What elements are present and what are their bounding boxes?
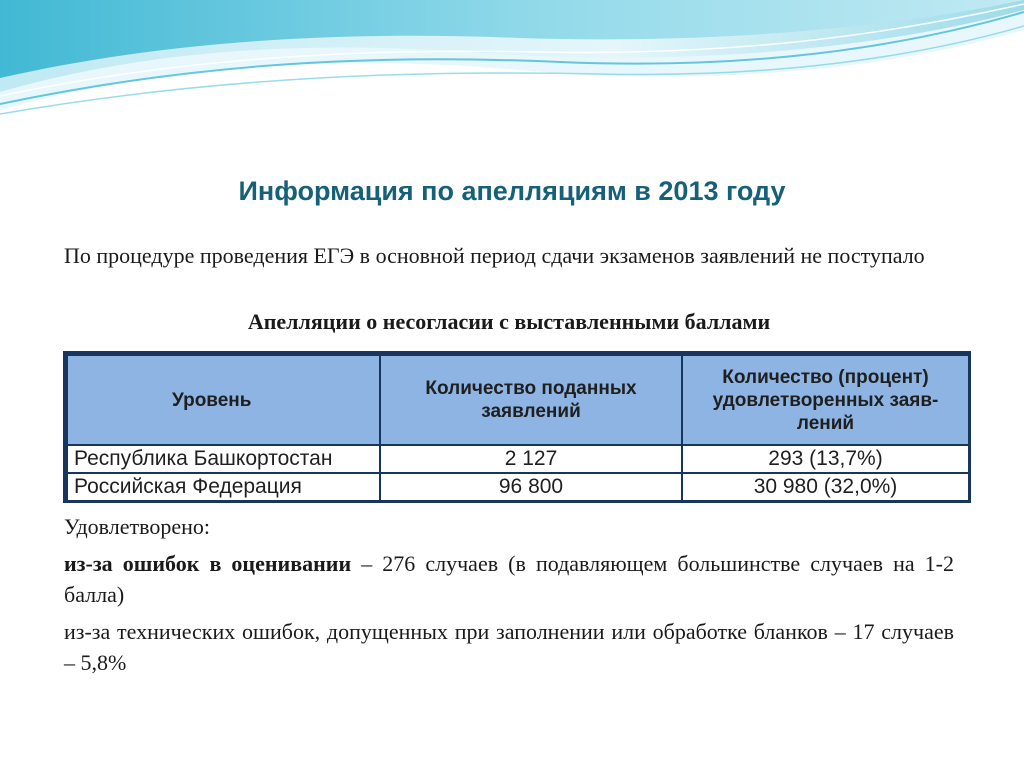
reason-grading-errors [64, 548, 954, 610]
cell-level: Республика Башкортостан [67, 445, 380, 473]
intro-paragraph: По процедуре проведения ЕГЭ в основной период сдачи экзаменов заявлений не поступало [64, 243, 925, 268]
reason-text: – 276 случаев (в подавляющем большинстве случаев на 1-2 балла) [64, 551, 955, 607]
appeals-table [66, 354, 970, 502]
reason-text: из-за технических ошибок, допущенных при заполнении или обработке бланков – 17 случаев – 5,8% [64, 619, 954, 675]
table-header-row [67, 355, 969, 445]
cell-submitted: 2 127 [380, 445, 682, 473]
cell-submitted: 96 800 [380, 473, 682, 501]
page-title: Информация по апелляциям в 2013 году [238, 176, 786, 206]
table-row [67, 473, 969, 501]
cell-level: Российская Федерация [67, 473, 380, 501]
column-header-satisfied: Количество (процент) удовлетворенных заяв-лений [682, 355, 969, 445]
reason-technical-errors [64, 616, 954, 678]
cell-satisfied: 293 (13,7%) [682, 445, 969, 473]
column-header-level: Уровень [67, 355, 380, 445]
appeals-table-frame [63, 351, 971, 503]
table-row [67, 445, 969, 473]
reason-lead: из-за ошибок в оценивании [64, 551, 352, 576]
cell-satisfied: 30 980 (32,0%) [682, 473, 969, 501]
satisfied-label: Удовлетворено: [64, 514, 211, 539]
table-caption: Апелляции о несогласии с выставленными баллами [247, 309, 771, 334]
header-wave-decoration [0, 0, 1024, 140]
column-header-submitted: Количество поданных заявлений [380, 355, 682, 445]
